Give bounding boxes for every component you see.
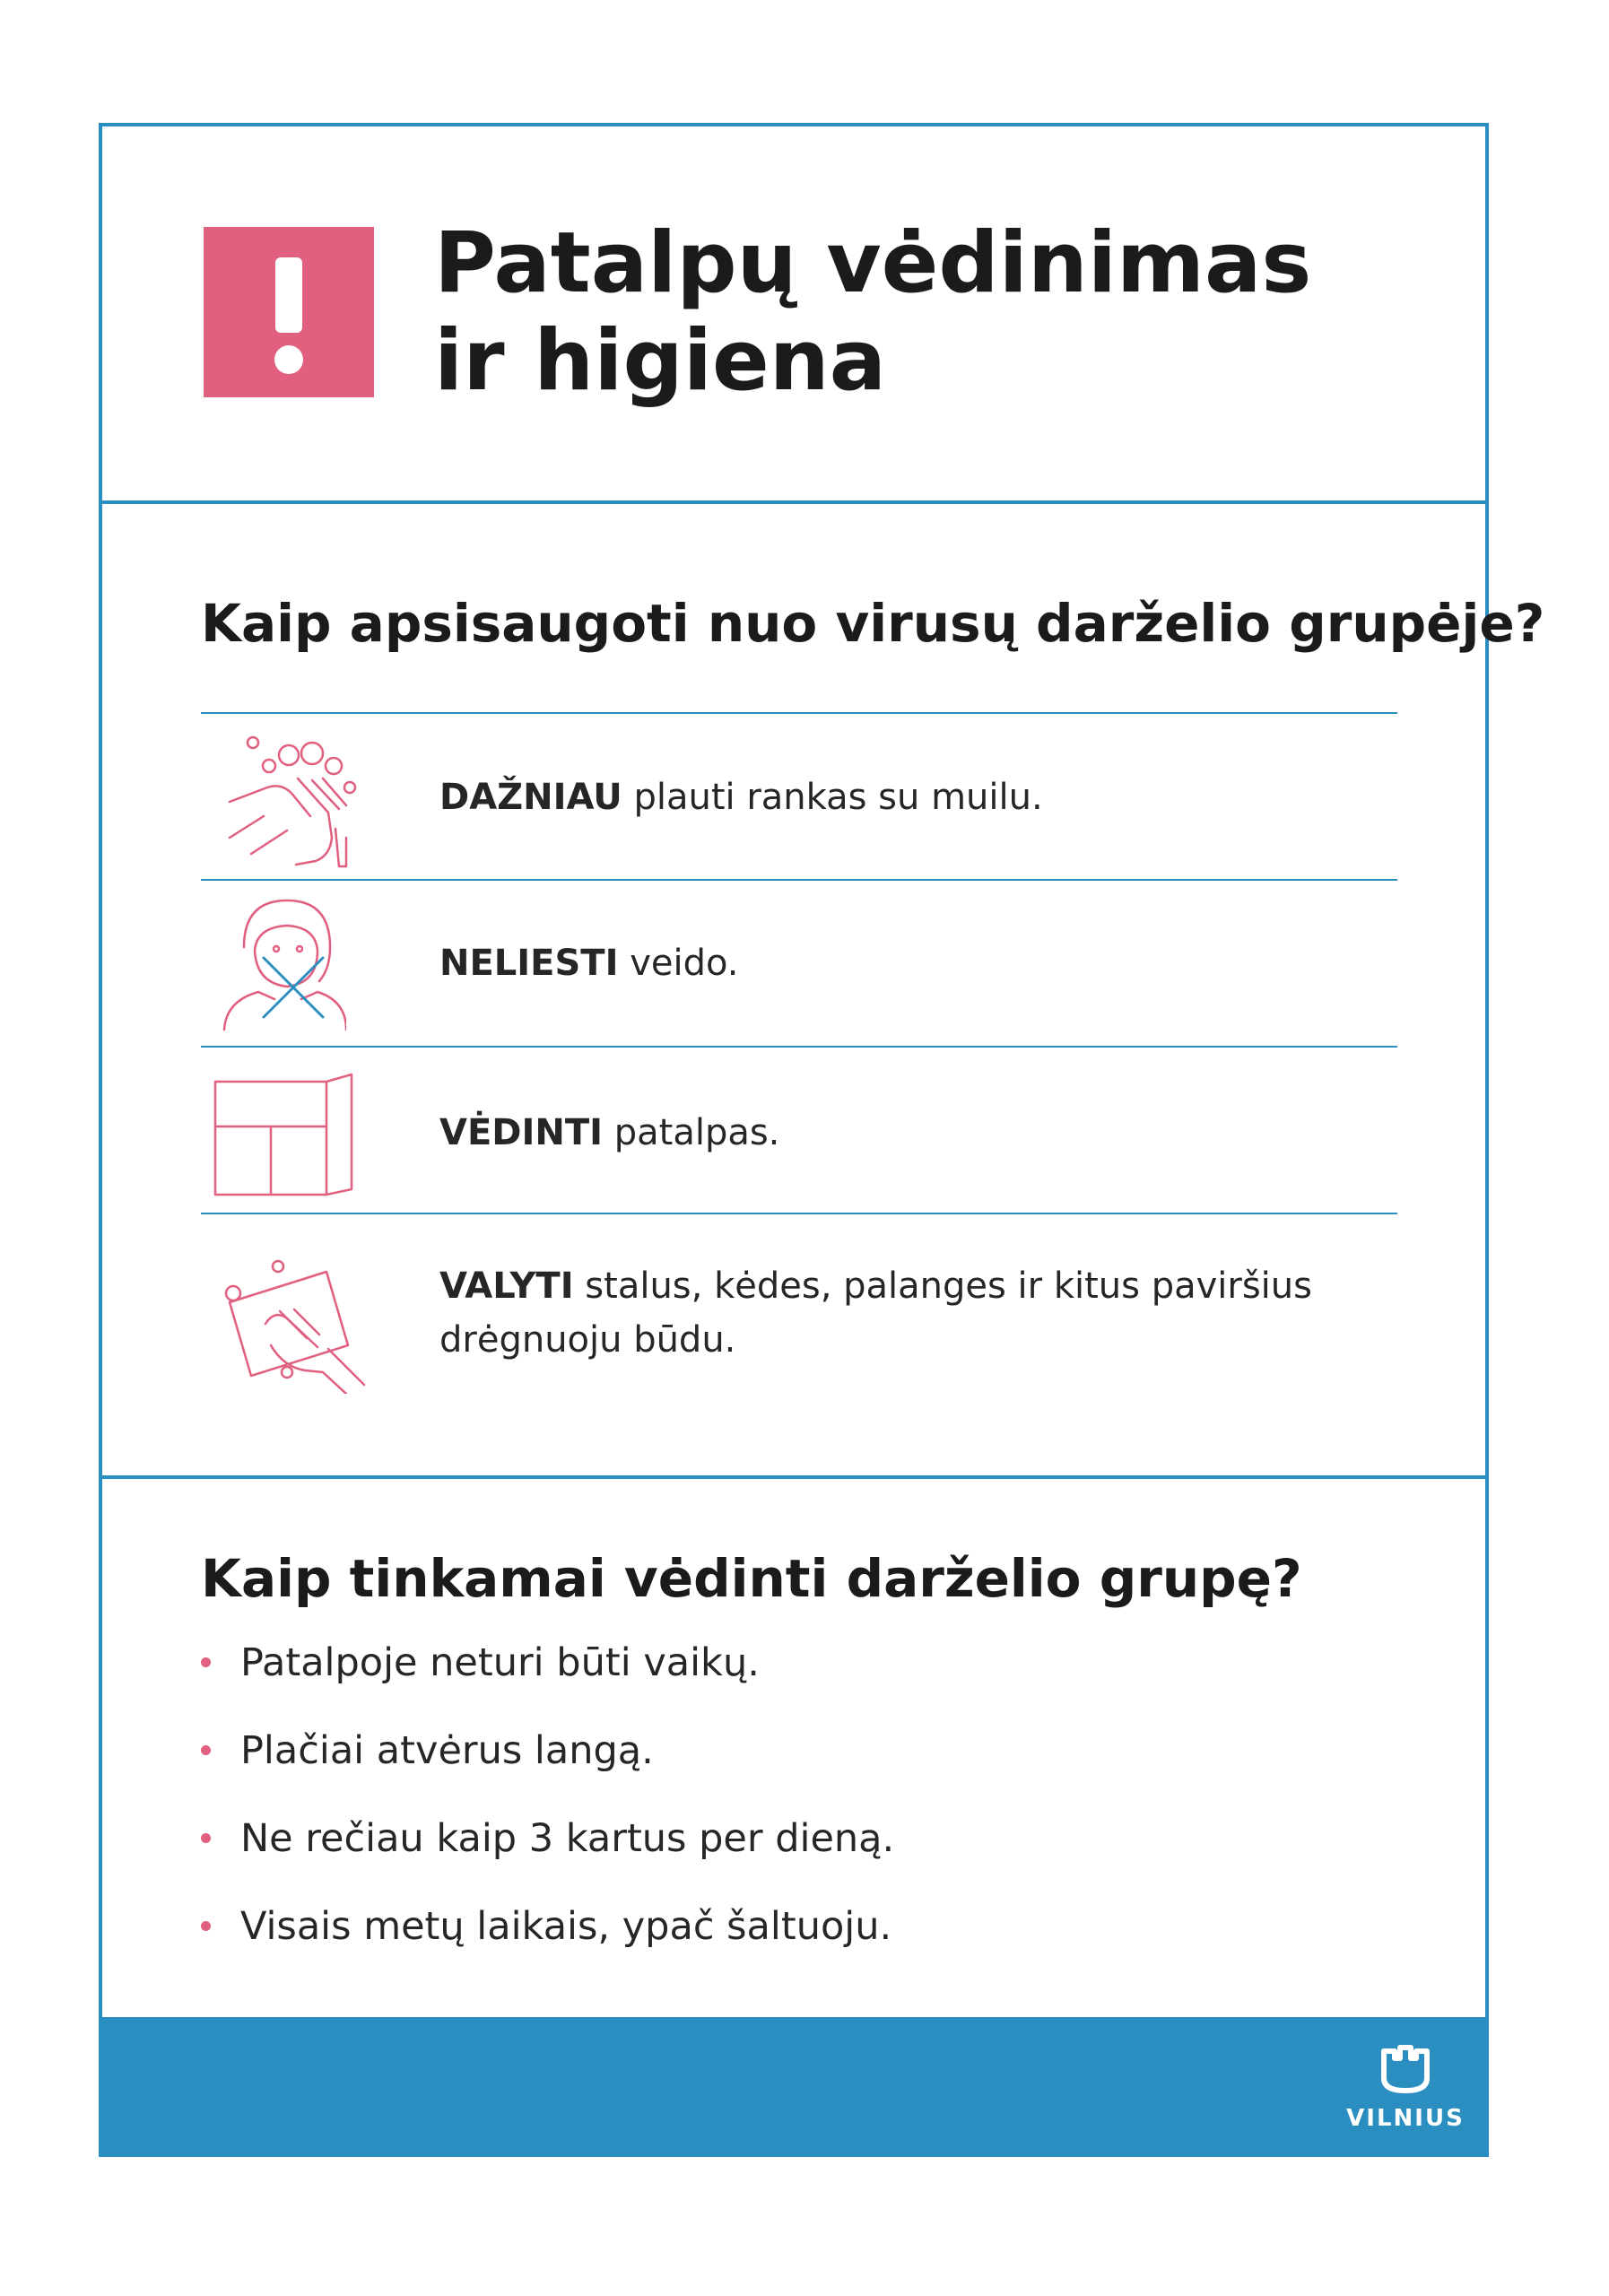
- tip-description: veido.: [618, 943, 739, 984]
- list-item: [201, 1812, 894, 1900]
- tip-divider: [201, 1213, 1397, 1214]
- logo-text: VILNIUS: [1346, 2105, 1465, 2132]
- page-title: [434, 214, 1421, 410]
- ventilation-heading: Kaip tinkamai vėdinti darželio grupę?: [201, 1548, 1302, 1609]
- handwash-icon: [212, 730, 364, 877]
- list-item-text: Ne rečiau kaip 3 kartus per dieną.: [240, 1816, 895, 1861]
- bullet-dot: [201, 1745, 211, 1755]
- vilnius-tower-icon: [1377, 2039, 1434, 2096]
- no-face-touch-icon: [212, 893, 346, 1040]
- vilnius-logo: [1338, 2039, 1473, 2132]
- tip-divider: [201, 712, 1397, 714]
- tip-description: stalus, kėdes, palanges ir kitus paviršius drėgnuoju būdu.: [439, 1265, 1312, 1361]
- tip-clean: [439, 1259, 1372, 1367]
- protection-heading: Kaip apsisaugoti nuo virusų darželio grupėje?: [201, 593, 1545, 654]
- footer-bar: [102, 2017, 1485, 2153]
- ventilation-list: [201, 1636, 894, 1987]
- list-item: [201, 1900, 894, 1987]
- open-window-icon: [212, 1073, 355, 1202]
- title-line-2: ir higiena: [434, 312, 887, 411]
- header-divider: [102, 500, 1485, 504]
- tip-divider: [201, 879, 1397, 881]
- list-item-text: Patalpoje neturi būti vaikų.: [240, 1640, 760, 1685]
- tip-description: patalpas.: [603, 1112, 780, 1153]
- list-item-text: Plačiai atvėrus langą.: [240, 1728, 654, 1773]
- bullet-dot: [201, 1833, 211, 1843]
- tip-keyword: VALYTI: [439, 1265, 574, 1307]
- tip-description: plauti rankas su muilu.: [622, 777, 1043, 818]
- tip-handwash: [439, 770, 1372, 824]
- bullet-dot: [201, 1657, 211, 1667]
- wipe-surface-icon: [212, 1259, 382, 1397]
- list-item: [201, 1724, 894, 1812]
- tip-keyword: VĖDINTI: [439, 1112, 604, 1153]
- exclamation-icon: [204, 227, 374, 397]
- list-item: [201, 1636, 894, 1724]
- alert-badge: [204, 227, 374, 397]
- title-line-1: Patalpų vėdinimas: [434, 214, 1312, 312]
- tip-divider: [201, 1046, 1397, 1048]
- section-divider: [102, 1475, 1485, 1479]
- bullet-dot: [201, 1921, 211, 1931]
- tip-no-face-touch: [439, 936, 1372, 990]
- poster-frame: [99, 123, 1545, 2157]
- tip-keyword: NELIESTI: [439, 943, 619, 984]
- tip-ventilate: [439, 1106, 1372, 1160]
- list-item-text: Visais metų laikais, ypač šaltuoju.: [240, 1904, 892, 1949]
- tip-keyword: DAŽNIAU: [439, 777, 622, 818]
